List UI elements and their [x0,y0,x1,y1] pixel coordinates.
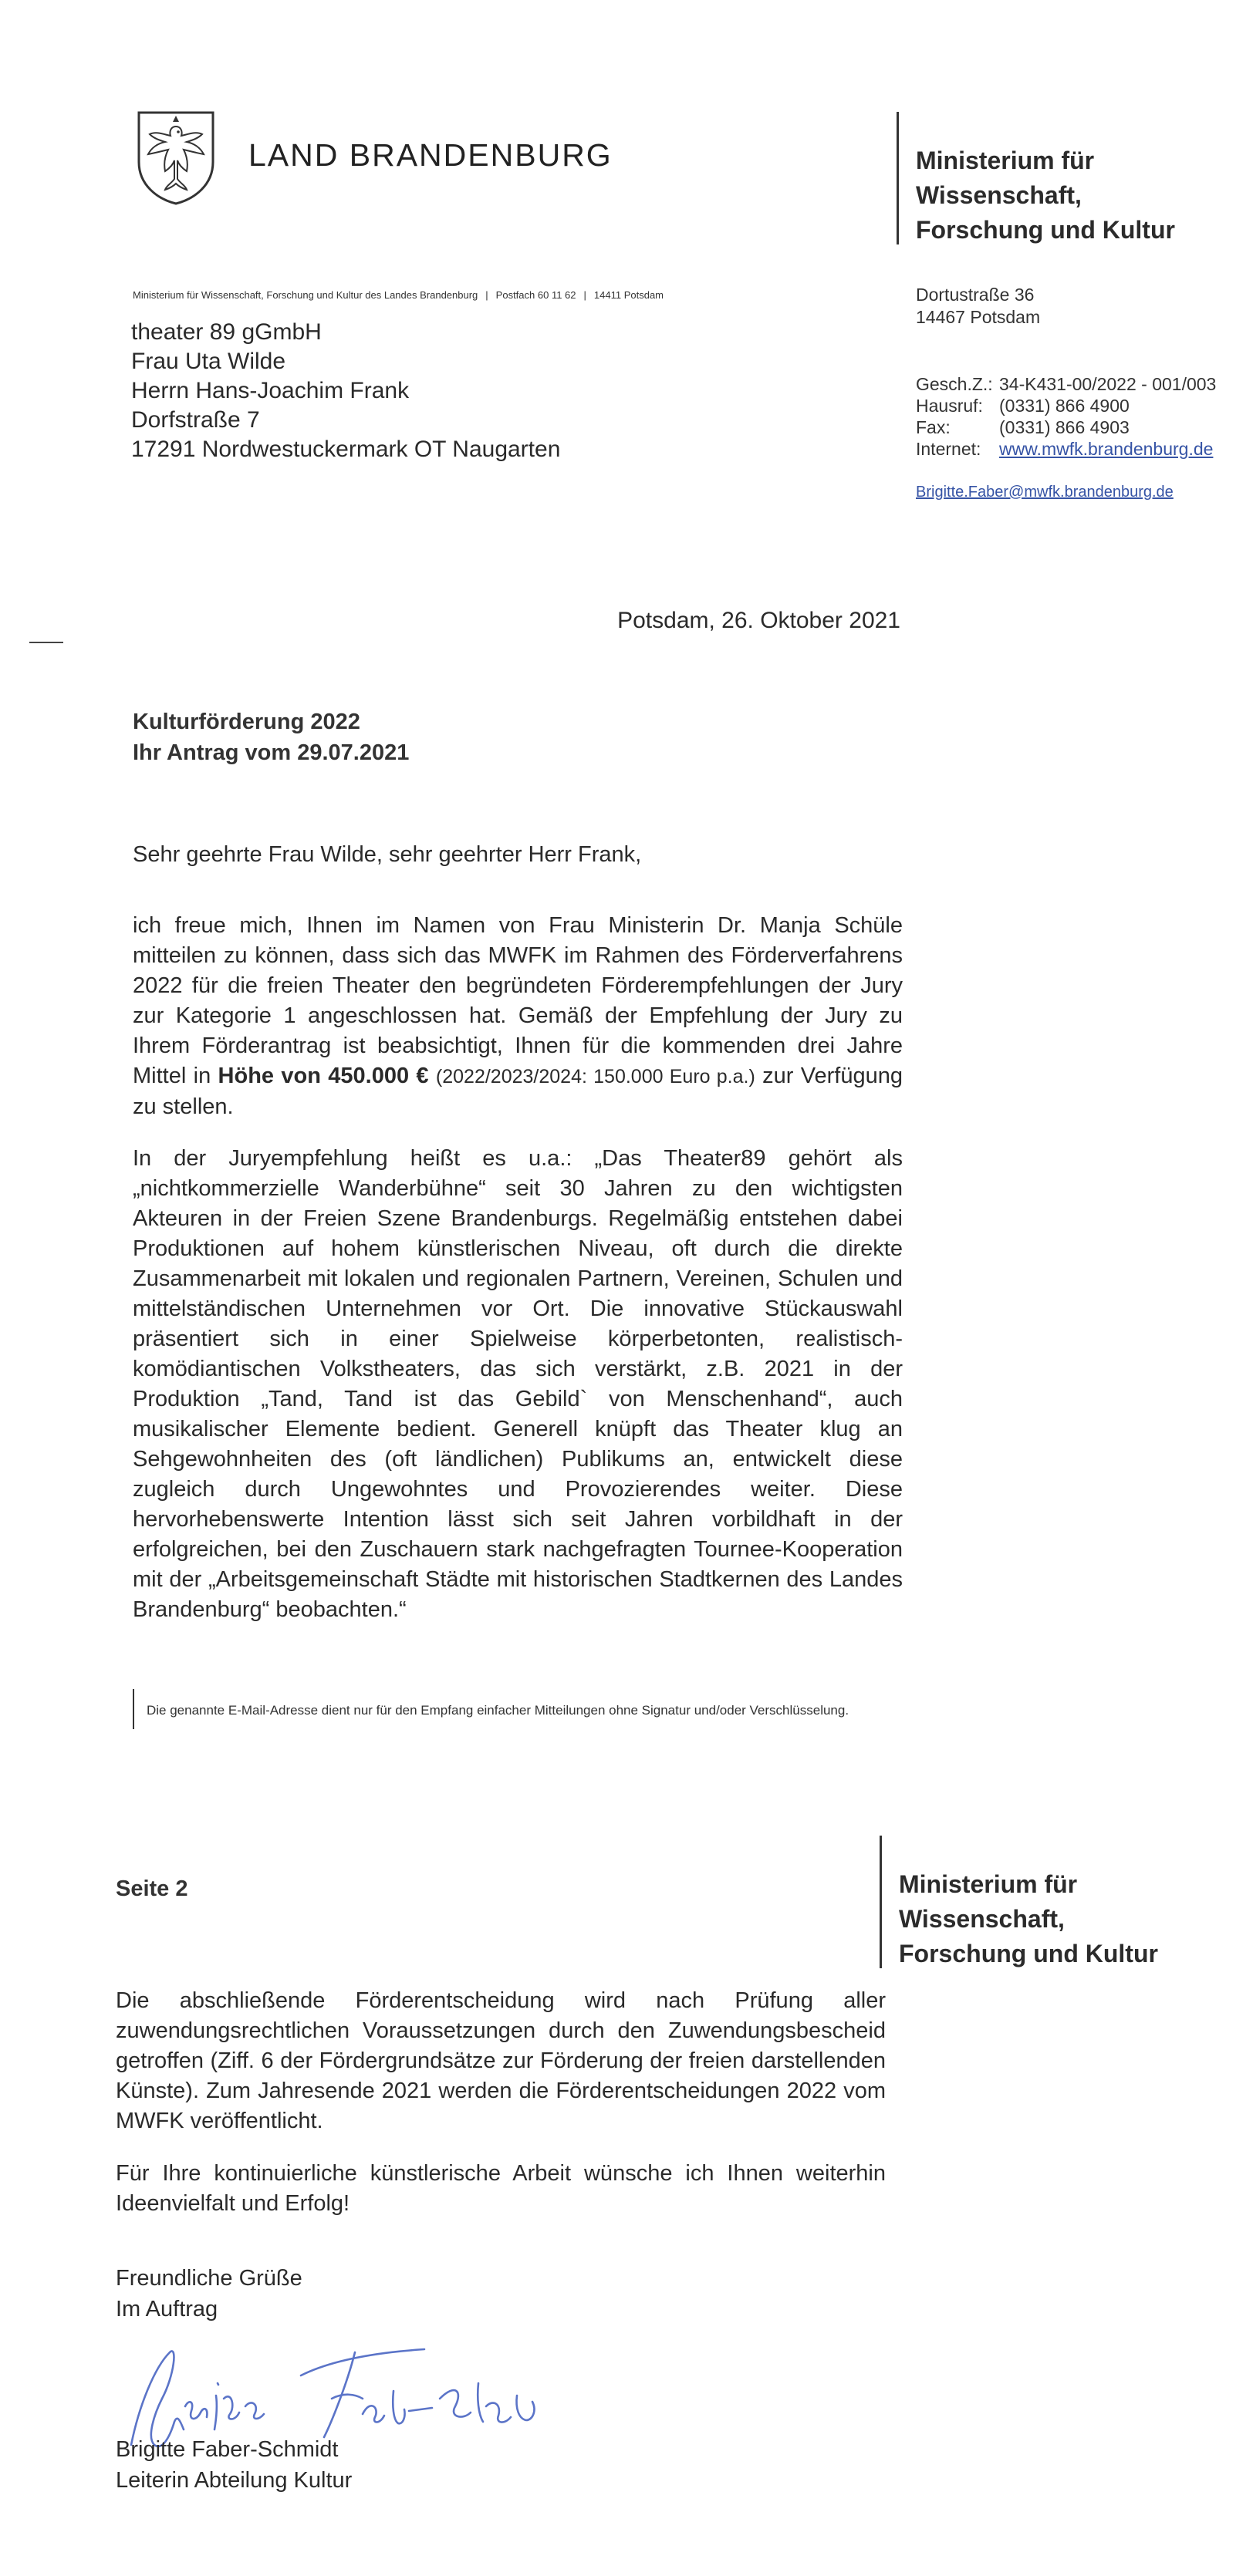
funding-amount: Höhe von 450.000 € [218,1064,429,1088]
ministry-line-2: Wissenschaft, [916,181,1082,209]
letter-date: Potsdam, 26. Oktober 2021 [617,608,900,633]
subject-line-2: Ihr Antrag vom 29.07.2021 [133,740,410,765]
sender-return-address: Ministerium für Wissenschaft, Forschung und Kultur des Landes Brandenburg | Postfach 60 11 62 | 14411 Potsdam [133,289,664,301]
subject [133,706,409,768]
phone-row [916,395,1216,416]
fax-label: Fax: [916,417,951,437]
fold-mark [29,642,63,643]
paragraph1-end: zur Verfügung zu stellen. [133,1064,903,1119]
fax-row [916,416,1216,438]
reference-value: 34-K431-00/2022 - 001/003 [999,374,1217,394]
paragraph-jury-recommendation: In der Juryempfehlung heißt es u.a.: „Das Theater89 gehört als „nichtkommerzielle Wanderbühne“ seit 30 Jahren zu den wichtigsten Akteuren in der Freien Szene Brandenburgs. Regelmäßig entstehen dabei Produktionen auf hohem künstlerischen Niveau, oft durch die direkte Zusammenarbeit mit lokalen und regionalen Partnern, Vereinen, Schulen und mittelständischen Unternehmen vor Ort. Die innovative Stückauswahl präsentiert sich in einer Spielweise körperbetonten, realistisch-komödiantischen Volkstheaters, das sich verstärkt, z.B. 2021 in der Produktion „Tand, Tand ist das Gebild` von Menschenhand“, auch musikalischer Elemente bedient. Generell knüpft das Theater klug an Sehgewohnheiten des (oft ländlichen) Publikums an, entwickelt diese zugleich durch Ungewohntes und Provozierendes weiter. Diese hervorhebenswerte Intention lässt sich seit Jahren vorbildhaft in der erfolgreichen, bei den Zuschauern stark nachgefragten Tournee-Kooperation mit der „Arbeitsgemeinschaft Städte mit historischen Stadtkernen des Landes Brandenburg“ beobachten.“ [133,1146,903,1622]
ministry-name-page2 [899,1867,1158,1971]
paragraph-wishes: Für Ihre kontinuierliche künstlerische Arbeit wünsche ich Ihnen weiterhin Ideenvielfalt und Erfolg! [116,2161,886,2216]
recipient-line: Herrn Hans-Joachim Frank [131,378,410,403]
paragraph-funding-decision [133,911,903,1122]
sender-org: Ministerium für Wissenschaft, Forschung und Kultur des Landes Brandenburg [133,289,478,301]
sender-city: 14411 Potsdam [593,289,664,301]
closing-greeting: Freundliche Grüße [116,2266,302,2291]
paragraph-final-decision: Die abschließende Förderentscheidung wird nach Prüfung aller zuwendungsrechtlichen Voraussetzungen durch den Zuwendungsbescheid getroffen (Ziff. 6 der Fördergrundsätze zur Förderung der freien darstellenden Künste). Zum Jahresende 2021 werden die Förderentscheidungen 2022 vom MWFK veröffentlicht. [116,1988,886,2133]
brandenburg-eagle-coat-of-arms [134,108,218,207]
recipient-line: 17291 Nordwestuckermark OT Naugarten [131,437,561,462]
email-disclaimer-footnote: Die genannte E-Mail-Adresse dient nur für den Empfang einfacher Mitteilungen ohne Signatur und/oder Verschlüsselung. [147,1703,849,1718]
ministry-line-3: Forschung und Kultur [916,216,1175,244]
sender-po-box: Postfach 60 11 62 [495,289,576,301]
ministry-address [916,284,1040,329]
state-name: LAND BRANDENBURG [248,137,613,173]
signer-name: Brigitte Faber-Schmidt [116,2437,339,2462]
paragraph1-text: ich freue mich, Ihnen im Namen von Frau Ministerin Dr. Manja Schüle mitteilen zu können, dass sich das MWFK im Rahmen des Förderverfahrens 2022 für die freien Theater den begründeten Förderempfehlungen der Jury zur Kategorie 1 angeschlossen hat. Gemäß der Empfehlung der Jury zu Ihrem Förderantrag ist beabsichtigt, Ihnen für die kommenden drei Jahre Mittel in [133,913,903,1088]
ministry-divider-line-page2 [880,1836,882,1968]
ministry-city: 14467 Potsdam [916,307,1041,327]
signer-block [116,2434,352,2496]
website-link[interactable]: www.mwfk.brandenburg.de [999,439,1214,459]
phone-value: (0331) 866 4900 [999,396,1130,416]
recipient-line: Dorfstraße 7 [131,407,260,433]
ministry-line-2: Wissenschaft, [899,1905,1065,1933]
reference-label: Gesch.Z.: [916,374,993,394]
recipient-address [131,318,560,464]
web-label: Internet: [916,439,981,459]
ministry-street: Dortustraße 36 [916,285,1035,305]
web-row [916,438,1216,460]
footnote-marker-line [133,1689,134,1729]
ministry-divider-line [897,112,899,244]
reference-row [916,373,1216,395]
fax-value: (0331) 866 4903 [999,417,1130,437]
ministry-line-1: Ministerium für [916,147,1095,174]
email-link[interactable]: Brigitte.Faber@mwfk.brandenburg.de [916,484,1174,501]
recipient-line: theater 89 gGmbH [131,319,322,345]
phone-label: Hausruf: [916,396,983,416]
ministry-line-1: Ministerium für [899,1870,1078,1898]
recipient-line: Frau Uta Wilde [131,349,286,374]
subject-line-1: Kulturförderung 2022 [133,710,360,734]
contact-block [916,373,1216,460]
signer-title: Leiterin Abteilung Kultur [116,2468,353,2493]
salutation: Sehr geehrte Frau Wilde, sehr geehrter Herr Frank, [133,842,642,867]
closing [116,2263,302,2325]
ministry-line-3: Forschung und Kultur [899,1940,1158,1967]
funding-breakdown: (2022/2023/2024: 150.000 Euro p.a.) [435,1066,755,1087]
page-number-label: Seite 2 [116,1876,188,1901]
ministry-name [916,143,1175,248]
closing-on-behalf: Im Auftrag [116,2297,218,2321]
